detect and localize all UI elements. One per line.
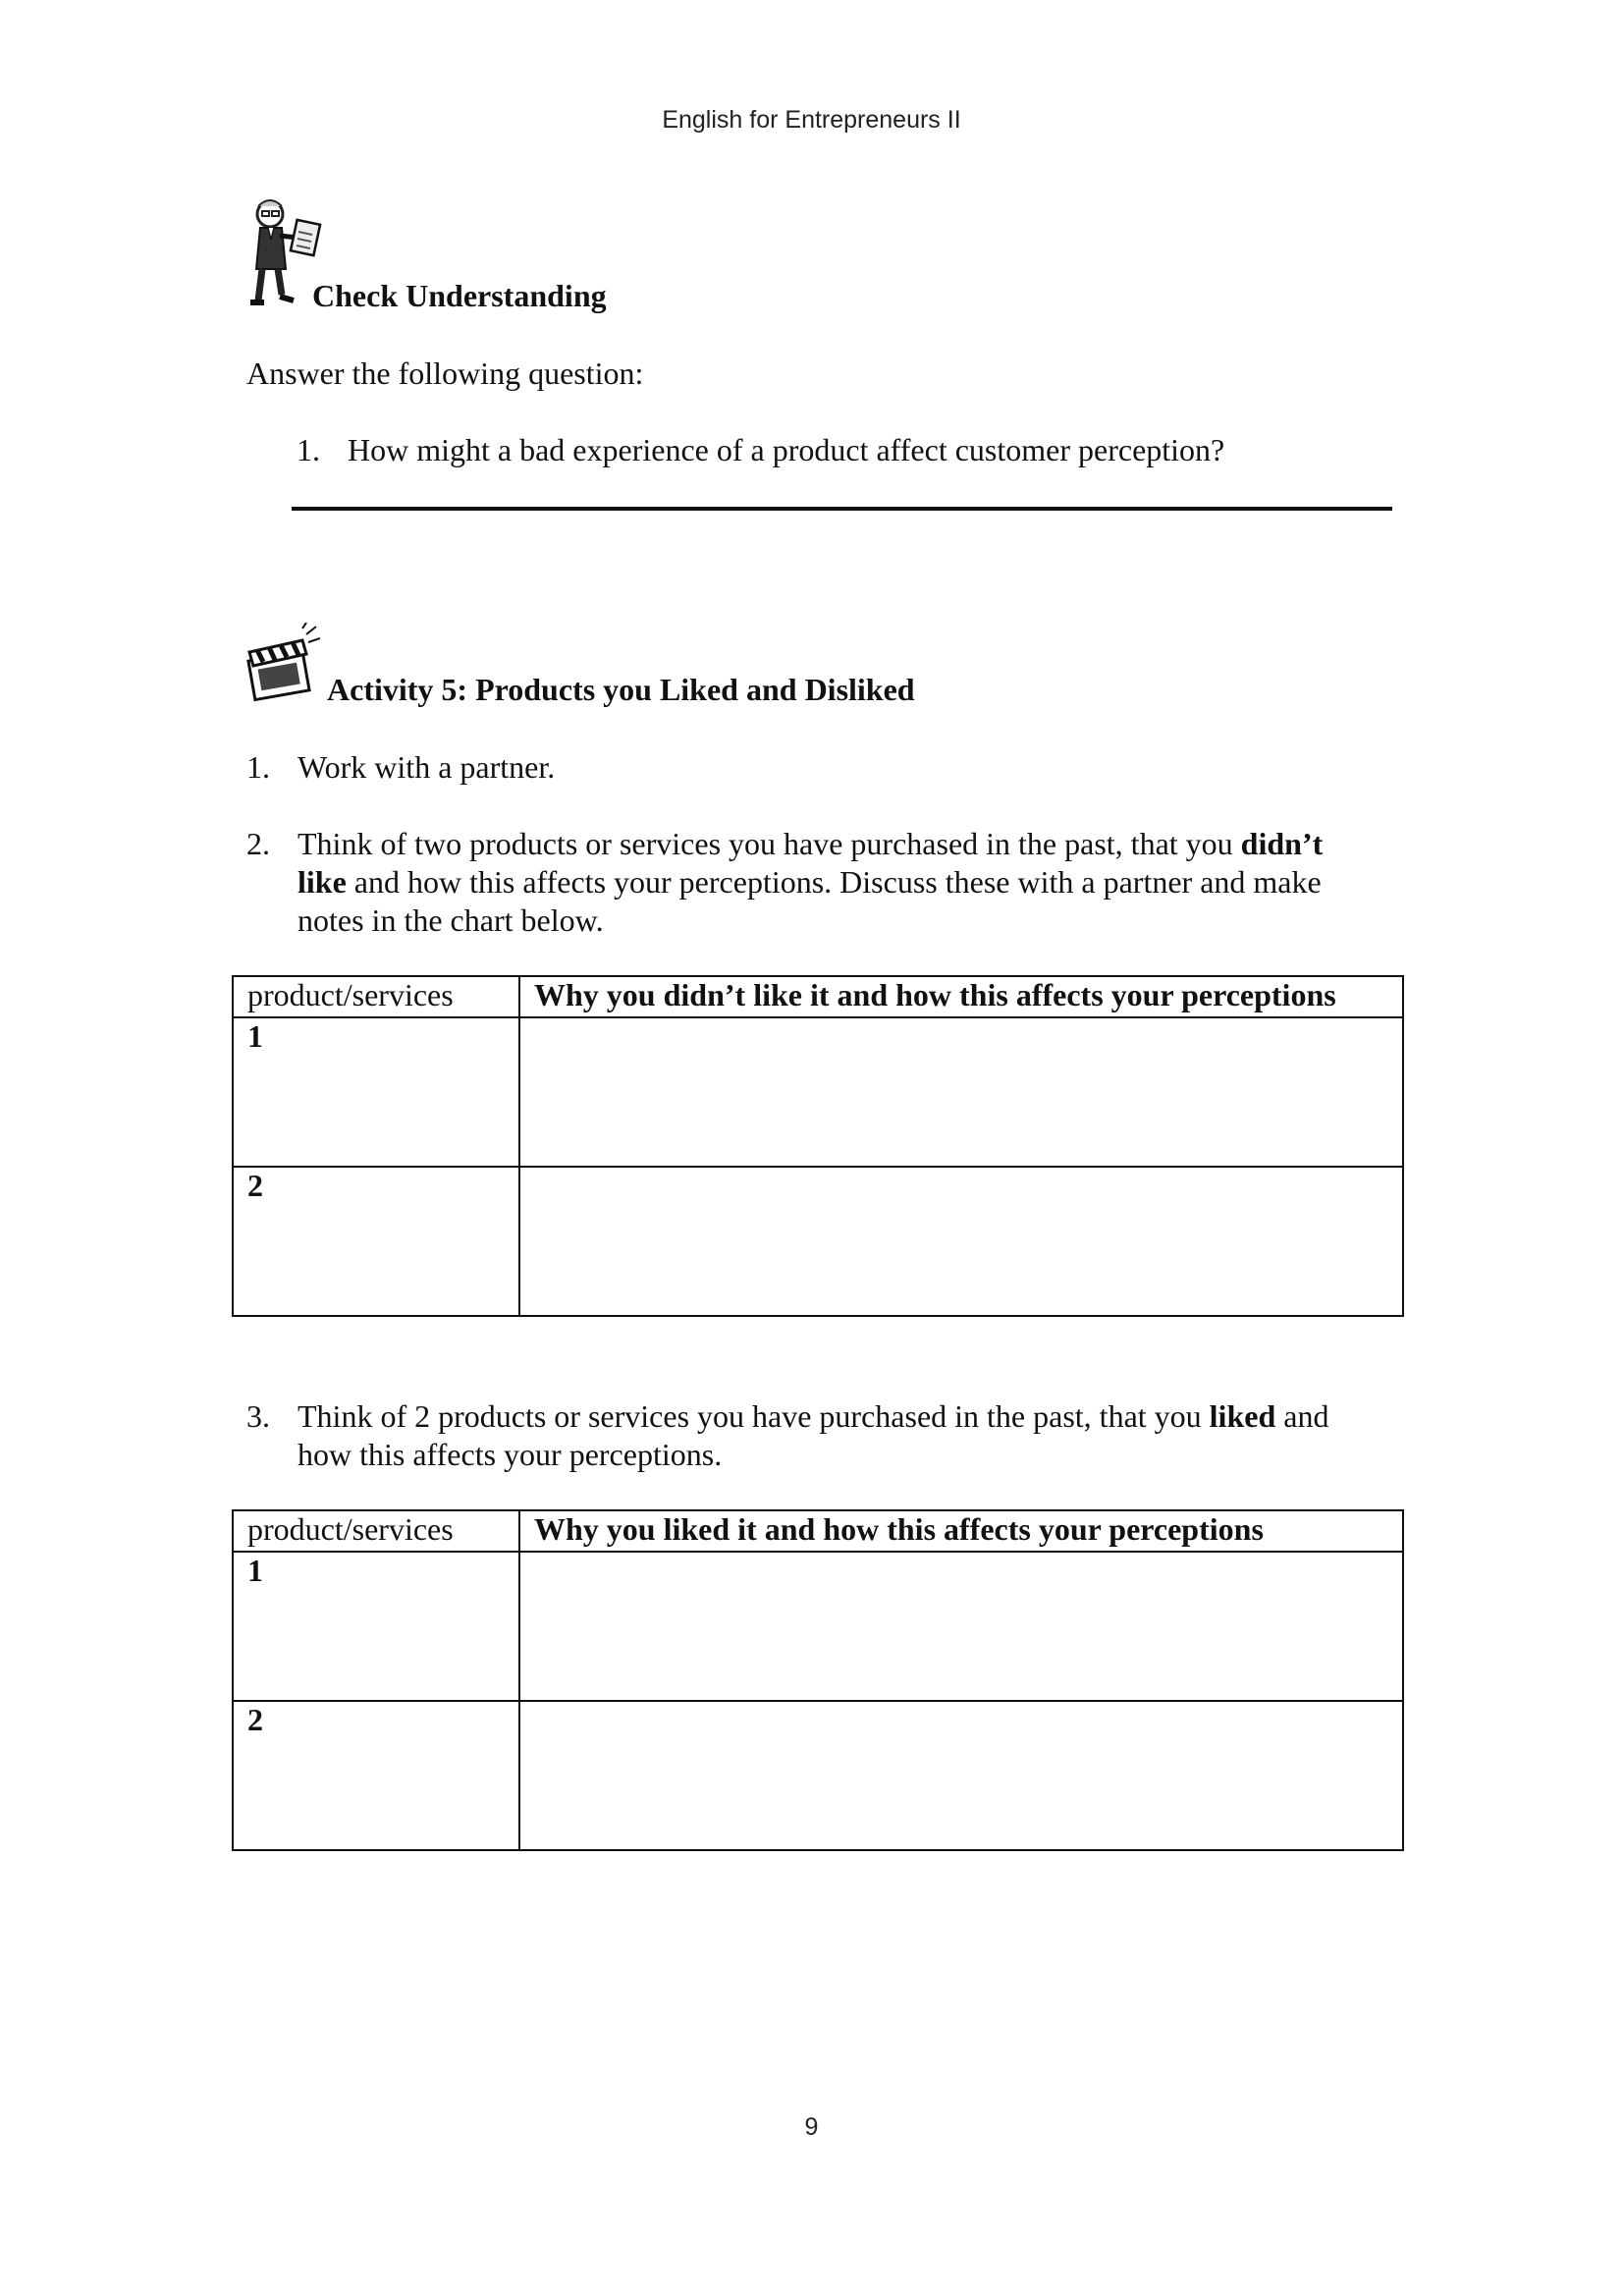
question-number: 1. — [297, 432, 320, 467]
activity-title: Activity 5: Products you Liked and Disliked — [327, 672, 915, 707]
table-row — [233, 1017, 1403, 1167]
step-text: notes in the chart below. — [298, 902, 604, 938]
page-number: 9 — [804, 2113, 819, 2141]
step-text: how this affects your perceptions. — [298, 1437, 723, 1472]
step-text: Think of two products or services you have purchased in the past, that you — [298, 826, 1241, 861]
row-number-cell: 2 — [233, 1167, 519, 1316]
liked-chart-table — [232, 1509, 1404, 1851]
answer-cell[interactable] — [519, 1552, 1403, 1701]
step-text: Work with a partner. — [298, 749, 556, 785]
answer-line[interactable] — [292, 507, 1392, 511]
list-item — [246, 1397, 1425, 1476]
list-item — [246, 748, 1425, 788]
list-item — [246, 825, 1425, 943]
step-number: 1. — [246, 749, 270, 785]
table-row — [233, 1167, 1403, 1316]
column-header: product/services — [233, 1510, 519, 1552]
clapperboard-icon — [245, 623, 320, 703]
table-header-row — [233, 1510, 1403, 1552]
step-text-bold: didn’t — [1240, 826, 1324, 861]
table-header-row — [233, 976, 1403, 1017]
row-number-cell: 1 — [233, 1017, 519, 1167]
column-header: product/services — [233, 976, 519, 1017]
check-understanding-title: Check Understanding — [312, 278, 607, 313]
step-text: and — [1275, 1398, 1329, 1434]
step-text-bold: liked — [1209, 1398, 1276, 1434]
step-number: 2. — [246, 826, 270, 861]
column-header: Why you didn’t like it and how this affects your perceptions — [519, 976, 1403, 1017]
column-header: Why you liked it and how this affects your perceptions — [519, 1510, 1403, 1552]
question-text: How might a bad experience of a product affect customer perception? — [348, 432, 1225, 467]
step-number: 3. — [246, 1398, 270, 1434]
step-text-bold: like — [298, 864, 347, 900]
table-row — [233, 1701, 1403, 1850]
row-number-cell: 2 — [233, 1701, 519, 1850]
answer-cell[interactable] — [519, 1017, 1403, 1167]
disliked-chart-table — [232, 975, 1404, 1317]
question-item — [297, 431, 1377, 470]
row-number-cell: 1 — [233, 1552, 519, 1701]
step-text: Think of 2 products or services you have purchased in the past, that you — [298, 1398, 1210, 1434]
step-text: and how this affects your perceptions. Discuss these with a partner and make — [346, 864, 1322, 900]
question-intro: Answer the following question: — [246, 355, 644, 391]
page-header: English for Entrepreneurs II — [662, 106, 961, 134]
answer-cell[interactable] — [519, 1701, 1403, 1850]
table-row — [233, 1552, 1403, 1701]
answer-cell[interactable] — [519, 1167, 1403, 1316]
